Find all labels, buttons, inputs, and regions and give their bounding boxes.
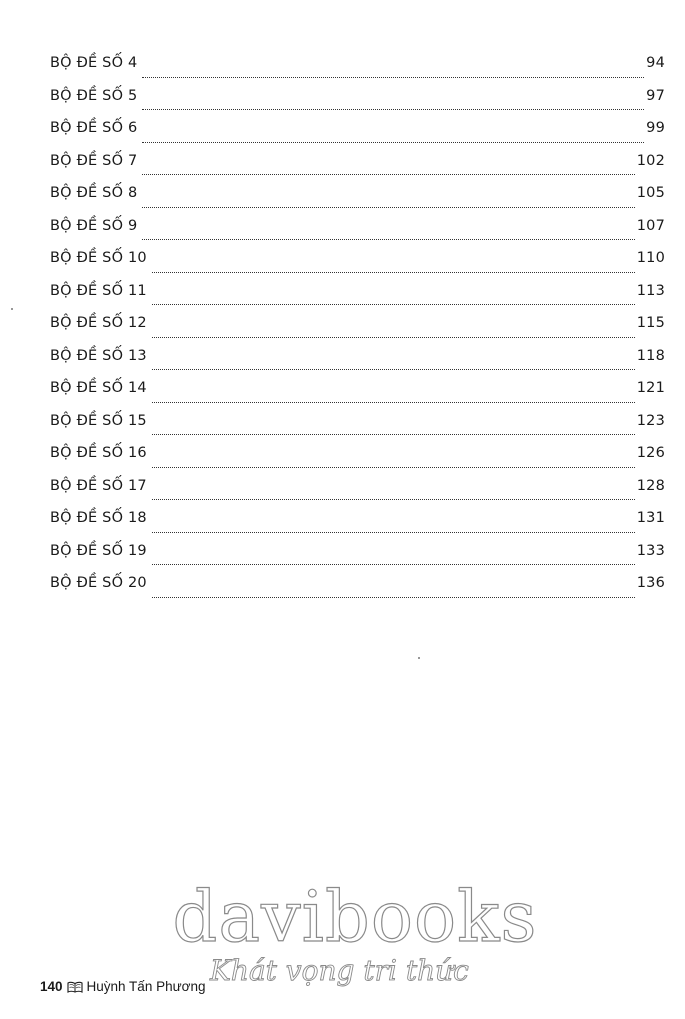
author-name: Huỳnh Tấn Phương bbox=[86, 979, 206, 994]
toc-entry[interactable] bbox=[50, 120, 665, 153]
watermark-slogan: Khát vọng tri thức bbox=[210, 954, 469, 987]
toc-entry[interactable] bbox=[50, 478, 665, 511]
toc-entry[interactable] bbox=[50, 283, 665, 316]
toc-entry-page: 126 bbox=[636, 445, 665, 461]
toc-entry-label: BỘ ĐỀ SỐ 15 bbox=[50, 412, 147, 429]
scan-speck bbox=[418, 657, 420, 659]
toc-entry-label: BỘ ĐỀ SỐ 20 bbox=[50, 575, 147, 591]
toc-entry[interactable] bbox=[50, 88, 665, 121]
toc-entry[interactable] bbox=[50, 543, 665, 576]
toc-entry[interactable] bbox=[50, 445, 665, 478]
toc-entry-page: 113 bbox=[636, 282, 665, 299]
toc-entry-label: BỘ ĐỀ SỐ 12 bbox=[50, 315, 147, 331]
toc-entry-label: BỘ ĐỀ SỐ 5 bbox=[50, 87, 138, 104]
page-number: 140 bbox=[40, 979, 63, 994]
dot-leader bbox=[152, 401, 635, 403]
dot-leader bbox=[142, 108, 644, 110]
dot-leader bbox=[152, 271, 635, 273]
dot-leader bbox=[152, 303, 635, 305]
watermark bbox=[140, 876, 570, 987]
dot-leader bbox=[152, 433, 635, 435]
dot-leader bbox=[152, 498, 635, 500]
page-footer bbox=[40, 979, 206, 994]
dot-leader bbox=[152, 596, 635, 598]
toc-entry-label: BỘ ĐỀ SỐ 19 bbox=[50, 542, 147, 559]
toc-entry-page: 94 bbox=[646, 55, 665, 71]
watermark-brand: davibooks bbox=[172, 876, 538, 958]
toc-entry[interactable] bbox=[50, 185, 665, 218]
book-icon bbox=[67, 981, 83, 993]
toc-entry-label: BỘ ĐỀ SỐ 11 bbox=[50, 282, 147, 299]
toc-entry-page: 128 bbox=[636, 477, 665, 494]
toc-entry-page: 99 bbox=[646, 120, 665, 136]
toc-entry-page: 102 bbox=[636, 152, 665, 169]
toc-entry-page: 123 bbox=[636, 412, 665, 429]
dot-leader bbox=[152, 336, 635, 338]
dot-leader bbox=[142, 206, 634, 208]
table-of-contents bbox=[50, 55, 665, 608]
toc-entry[interactable] bbox=[50, 315, 665, 348]
toc-entry-label: BỘ ĐỀ SỐ 7 bbox=[50, 152, 138, 169]
toc-entry[interactable] bbox=[50, 55, 665, 88]
toc-entry[interactable] bbox=[50, 250, 665, 283]
toc-entry-page: 118 bbox=[636, 347, 665, 364]
toc-entry-page: 121 bbox=[636, 380, 665, 396]
toc-entry-page: 136 bbox=[636, 575, 665, 591]
toc-entry-page: 131 bbox=[636, 510, 665, 526]
toc-entry[interactable] bbox=[50, 348, 665, 381]
toc-entry-page: 115 bbox=[636, 315, 665, 331]
toc-entry-page: 107 bbox=[636, 217, 665, 234]
dot-leader bbox=[152, 368, 635, 370]
toc-entry-label: BỘ ĐỀ SỐ 9 bbox=[50, 217, 138, 234]
toc-entry[interactable] bbox=[50, 380, 665, 413]
toc-entry[interactable] bbox=[50, 413, 665, 446]
toc-entry-page: 133 bbox=[636, 542, 665, 559]
toc-entry-label: BỘ ĐỀ SỐ 16 bbox=[50, 445, 147, 461]
toc-entry-label: BỘ ĐỀ SỐ 13 bbox=[50, 347, 147, 364]
toc-entry-page: 97 bbox=[646, 87, 665, 104]
toc-entry-page: 105 bbox=[636, 185, 665, 201]
toc-entry[interactable] bbox=[50, 218, 665, 251]
dot-leader bbox=[142, 141, 644, 143]
scan-speck bbox=[11, 308, 13, 310]
dot-leader bbox=[142, 173, 634, 175]
dot-leader bbox=[152, 531, 635, 533]
toc-entry-label: BỘ ĐỀ SỐ 14 bbox=[50, 380, 147, 396]
dot-leader bbox=[142, 76, 644, 78]
dot-leader bbox=[152, 563, 635, 565]
toc-entry[interactable] bbox=[50, 153, 665, 186]
toc-entry-label: BỘ ĐỀ SỐ 18 bbox=[50, 510, 147, 526]
toc-entry-label: BỘ ĐỀ SỐ 10 bbox=[50, 250, 147, 266]
toc-entry[interactable] bbox=[50, 510, 665, 543]
dot-leader bbox=[142, 238, 634, 240]
toc-entry-label: BỘ ĐỀ SỐ 6 bbox=[50, 120, 138, 136]
toc-entry-label: BỘ ĐỀ SỐ 8 bbox=[50, 185, 138, 201]
toc-entry-label: BỘ ĐỀ SỐ 4 bbox=[50, 55, 138, 71]
toc-entry[interactable] bbox=[50, 575, 665, 608]
dot-leader bbox=[152, 466, 635, 468]
toc-entry-page: 110 bbox=[636, 250, 665, 266]
toc-entry-label: BỘ ĐỀ SỐ 17 bbox=[50, 477, 147, 494]
